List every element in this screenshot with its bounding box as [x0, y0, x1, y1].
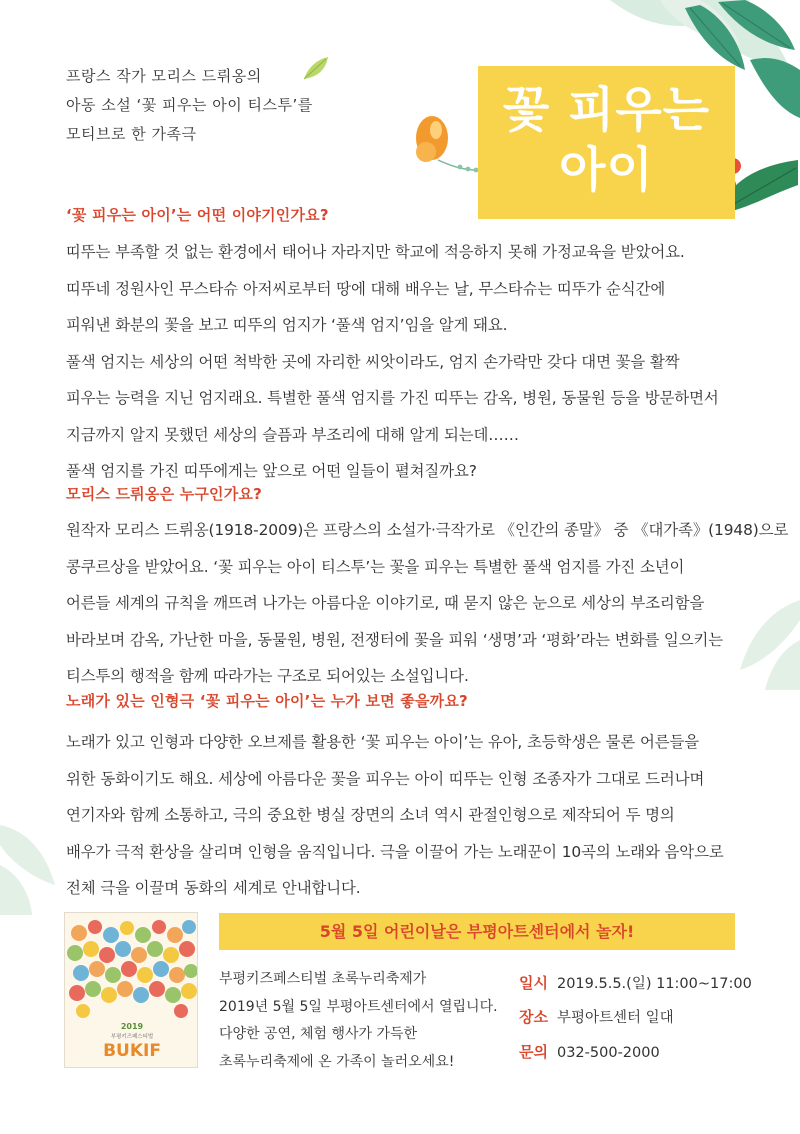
paragraph-line: 어른들 세계의 규칙을 깨뜨려 나가는 아름다운 이야기로, 때 묻지 않은 눈으로 세상의 부조리함을 [66, 594, 705, 612]
paragraph-line: 풀색 엄지는 세상의 어떤 척박한 곳에 자리한 씨앗이라도, 엄지 손가락만 갖다 대면 꽃을 활짝 [66, 352, 680, 371]
intro-line: 프랑스 작가 모리스 드뤼옹의 [66, 67, 262, 85]
paragraph-line: 콩쿠르상을 받았어요. ‘꽃 피우는 아이 티스투’는 꽃을 피우는 특별한 풀색 엄지를 가진 소년이 [66, 557, 685, 576]
intro-line: 아동 소설 ‘꽃 피우는 아이 티스투’를 [66, 96, 313, 114]
info-value: 부평아트센터 일대 [556, 1010, 674, 1026]
paragraph-line: 연기자와 함께 소통하고, 극의 중요한 병실 장면의 소녀 역시 관절인형으로 제작되어 두 명의 [66, 806, 675, 824]
poster-logo: BUKIF [103, 1041, 161, 1061]
event-desc-line: 초록누리축제에 온 가족이 놀러오세요! [219, 1053, 455, 1070]
title-box [478, 66, 735, 219]
festival-poster-image [64, 912, 198, 1068]
info-label: 문의 [519, 1043, 548, 1061]
event-info-datetime [519, 972, 752, 993]
info-label: 장소 [519, 1008, 548, 1026]
title-line: 꽃 피우는 [502, 82, 711, 138]
info-label: 일시 [519, 974, 548, 992]
info-value: 032-500-2000 [556, 1045, 660, 1061]
paragraph-line: 띠뚜네 정원사인 무스타슈 아저씨로부터 땅에 대해 배우는 날, 무스타슈는 띠뚜가 순식간에 [66, 279, 666, 298]
event-desc-line: 2019년 5월 5일 부평아트센터에서 열립니다. [219, 998, 498, 1015]
paragraph-line: 위한 동화이기도 해요. 세상에 아름다운 꽃을 피우는 아이 띠뚜는 인형 조종자가 그대로 드러나며 [66, 769, 705, 788]
paragraph-line: 풀색 엄지를 가진 띠뚜에게는 앞으로 어떤 일들이 펼쳐질까요? [66, 462, 477, 480]
info-value: 2019.5.5.(일) 11:00~17:00 [556, 976, 752, 992]
event-info-contact [519, 1041, 660, 1062]
paragraph-line: 원작자 모리스 드뤼옹(1918-2009)은 프랑스의 소설가·극작가로 《인간의 종말》 중 《대가족》(1948)으로 [66, 521, 789, 539]
paragraph-line: 피워낸 화분의 꽃을 보고 띠뚜의 엄지가 ‘풀색 엄지’임을 알게 돼요. [66, 316, 508, 334]
event-desc-line: 부평키즈페스티벌 초록누리축제가 [219, 971, 427, 987]
intro-line: 모티브로 한 가족극 [66, 125, 197, 143]
paragraph-line: 피우는 능력을 지닌 엄지래요. 특별한 풀색 엄지를 가진 띠뚜는 감옥, 병원, 동물원 등을 방문하면서 [66, 389, 719, 407]
section-body-story [66, 234, 738, 490]
paragraph-line: 띠뚜는 부족할 것 없는 환경에서 태어나 자라지만 학교에 적응하지 못해 가정교육을 받았어요. [66, 243, 685, 261]
section-heading-audience: 노래가 있는 인형극 ‘꽃 피우는 아이’는 누가 보면 좋을까요? [66, 692, 468, 710]
event-info-location [519, 1006, 674, 1027]
paragraph-line: 지금까지 알지 못했던 세상의 슬픔과 부조리에 대해 알게 되는데…… [66, 425, 519, 444]
poster-year: 2019 [120, 1022, 144, 1031]
poster-illustration [65, 913, 198, 1068]
section-heading-story: ‘꽃 피우는 아이’는 어떤 이야기인가요? [66, 206, 329, 224]
title-line: 아이 [559, 142, 654, 198]
paragraph-line: 배우가 극적 환상을 살리며 인형을 움직입니다. 극을 이끌어 가는 노래꾼이 10곡의 노래와 음악으로 [66, 842, 724, 861]
intro-text [66, 62, 313, 149]
paragraph-line: 전체 극을 이끌며 동화의 세계로 안내합니다. [66, 879, 361, 897]
section-heading-author: 모리스 드뤼옹은 누구인가요? [66, 485, 263, 503]
paragraph-line: 티스투의 행적을 함께 따라가는 구조로 되어있는 소설입니다. [66, 667, 469, 685]
paragraph-line: 바라보며 감옥, 가난한 마을, 동물원, 병원, 전쟁터에 꽃을 피워 ‘생명’과 ‘평화’라는 변화를 일으키는 [66, 630, 724, 649]
event-banner: 5월 5일 어린이날은 부평아트센터에서 놀자! [219, 913, 735, 950]
page-title [478, 80, 735, 200]
event-desc-line: 다양한 공연, 체험 행사가 가득한 [219, 1026, 418, 1042]
paragraph-line: 노래가 있고 인형과 다양한 오브제를 활용한 ‘꽃 피우는 아이’는 유아, 초등학생은 물론 어른들을 [66, 733, 700, 751]
section-body-audience [66, 724, 738, 907]
section-body-author [66, 512, 789, 695]
event-description [219, 966, 498, 1076]
leaf-decoration-left [0, 815, 60, 915]
poster-subtitle: 부평키즈페스티벌 [110, 1034, 154, 1040]
